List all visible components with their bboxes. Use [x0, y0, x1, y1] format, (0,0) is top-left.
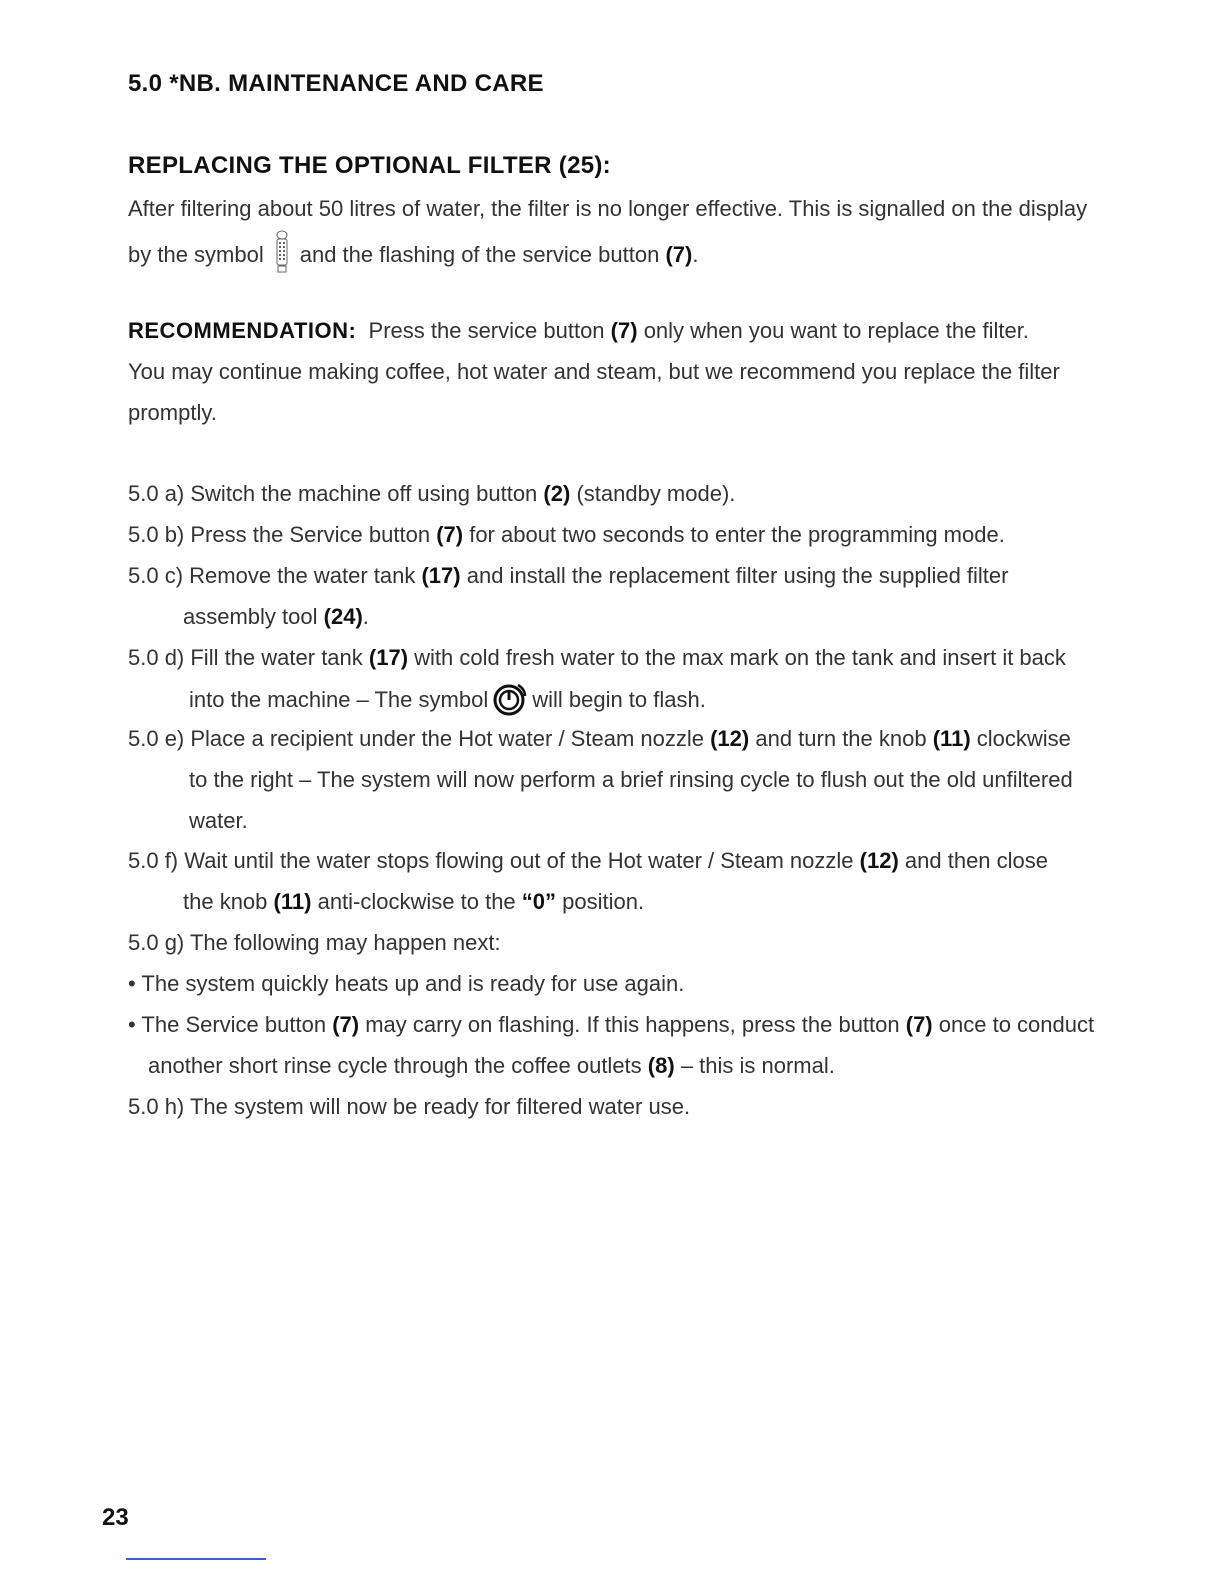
recommendation-line-3: promptly. [128, 400, 217, 425]
step-e-line-3: water. [189, 808, 248, 833]
bullet-2-line2-end: – this is normal. [680, 1053, 835, 1078]
recommendation-label: RECOMMENDATION: [128, 318, 357, 343]
step-c-pre: 5.0 c) Remove the water tank [128, 563, 416, 588]
step-d-line2-post: will begin to flash. [532, 686, 706, 712]
step-e-ref-2: (11) [932, 726, 971, 751]
step-d-line2-pre: into the machine – The symbol [189, 686, 489, 712]
ref-service-button: (7) [665, 241, 693, 267]
step-f-line2-pre: the knob [183, 889, 268, 914]
intro-line-2 [128, 234, 698, 278]
step-d-line-2 [189, 683, 706, 719]
step-d [128, 643, 1066, 673]
step-e-pre: 5.0 e) Place a recipient under the Hot water / Steam nozzle [128, 726, 704, 751]
step-a [128, 479, 735, 509]
step-c-ref: (17) [421, 563, 461, 588]
step-f-line2-end: position. [562, 889, 645, 914]
recommendation-line-2: You may continue making coffee, hot water and steam, but we recommend you replace the filter [128, 359, 1060, 384]
bullet-2-line-2 [148, 1051, 835, 1081]
step-c-line2-ref: (24) [323, 604, 363, 629]
step-g: 5.0 g) The following may happen next: [128, 930, 501, 955]
footer-rule [126, 1558, 266, 1560]
step-f-line2-mid: anti-clockwise to the [317, 889, 516, 914]
bullet-2-mid: may carry on flashing. If this happens, press the button [365, 1012, 900, 1037]
filter-cartridge-icon [274, 230, 290, 274]
step-f-post: and then close [904, 848, 1049, 873]
step-b [128, 520, 1005, 550]
step-e-ref-1: (12) [710, 726, 750, 751]
step-d-ref: (17) [368, 645, 409, 670]
intro-line-1: After filtering about 50 litres of water, the filter is no longer effective. This is signalled on the display [128, 196, 1088, 221]
bullet-2-ref-2: (7) [905, 1012, 933, 1037]
step-c-line2-end: . [362, 604, 369, 629]
intro-line2-end: . [692, 241, 699, 267]
step-c-line-2 [183, 602, 369, 632]
step-b-post: for about two seconds to enter the programming mode. [469, 522, 1005, 547]
step-f-ref: (12) [859, 848, 899, 873]
step-b-ref: (7) [436, 522, 464, 547]
rec-line1-post: only when you want to replace the filter. [643, 318, 1029, 343]
bullet-1: • The system quickly heats up and is ready for use again. [128, 971, 685, 996]
step-e-mid: and turn the knob [755, 726, 927, 751]
step-f-pre: 5.0 f) Wait until the water stops flowing out of the Hot water / Steam nozzle [128, 848, 854, 873]
step-f-line2-ref: (11) [273, 889, 312, 914]
page-number: 23 [102, 1504, 129, 1531]
bullet-2-line2-ref: (8) [647, 1053, 675, 1078]
step-a-post: (standby mode). [576, 481, 736, 506]
step-c [128, 561, 1008, 591]
step-c-line2-pre: assembly tool [183, 604, 318, 629]
step-f [128, 846, 1048, 876]
intro-line2-pre: by the symbol [128, 241, 264, 267]
rinse-power-icon [492, 681, 528, 717]
step-h: 5.0 h) The system will now be ready for filtered water use. [128, 1094, 691, 1119]
bullet-2-line2-pre: another short rinse cycle through the coffee outlets [148, 1053, 642, 1078]
bullet-2-post: once to conduct [938, 1012, 1095, 1037]
step-f-line-2 [183, 887, 644, 917]
bullet-2 [128, 1010, 1094, 1040]
rec-line1-pre: Press the service button [368, 318, 605, 343]
bullet-2-pre: • The Service button [128, 1012, 327, 1037]
step-f-line2-quote: “0” [521, 889, 557, 914]
bullet-2-ref-1: (7) [332, 1012, 360, 1037]
step-e-post: clockwise [976, 726, 1071, 751]
step-a-pre: 5.0 a) Switch the machine off using button [128, 481, 538, 506]
recommendation-line-1 [128, 316, 1029, 346]
intro-line2-post: and the flashing of the service button [299, 241, 660, 267]
subsection-title: REPLACING THE OPTIONAL FILTER (25): [128, 152, 611, 179]
step-a-ref: (2) [543, 481, 571, 506]
step-e-line-2: to the right – The system will now perform a brief rinsing cycle to flush out the old unfiltered [189, 767, 1073, 792]
step-e [128, 724, 1071, 754]
step-c-post: and install the replacement filter using the supplied filter [466, 563, 1009, 588]
step-d-pre: 5.0 d) Fill the water tank [128, 645, 363, 670]
rec-ref: (7) [610, 318, 638, 343]
step-d-post: with cold fresh water to the max mark on the tank and insert it back [414, 645, 1066, 670]
step-b-pre: 5.0 b) Press the Service button [128, 522, 431, 547]
section-title: 5.0 *NB. MAINTENANCE AND CARE [128, 70, 544, 97]
